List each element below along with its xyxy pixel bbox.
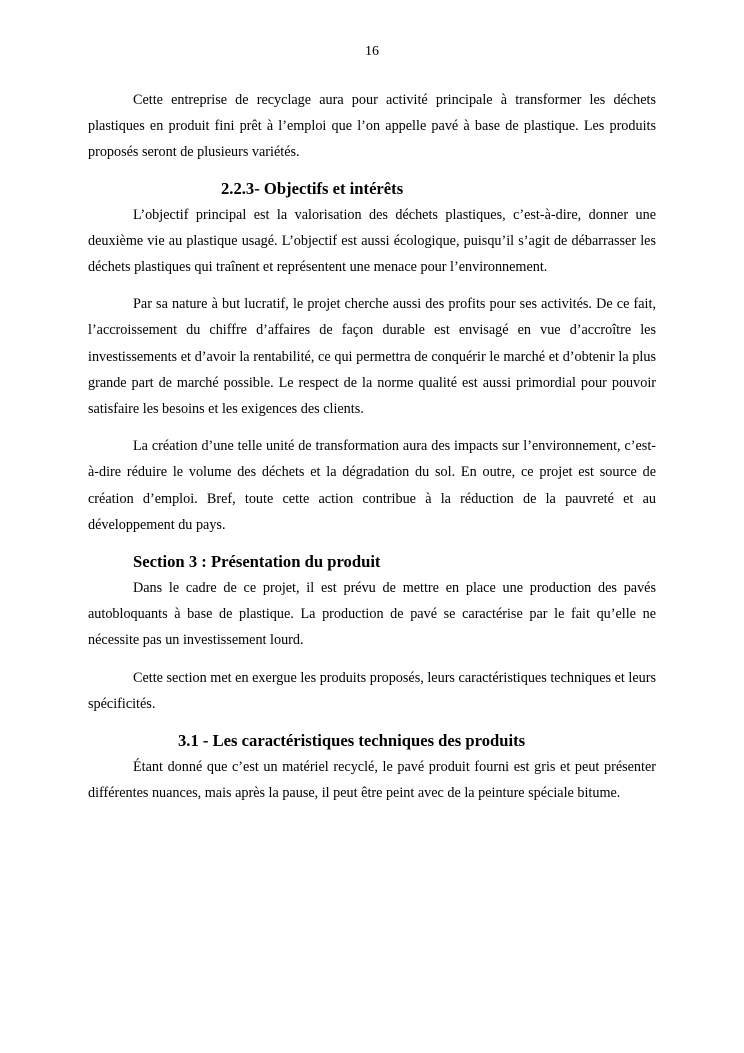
caracteristiques-paragraph-1: Étant donné que c’est un matériel recyclé, le pavé produit fourni est gris et peut présenter différentes nuances, mais après la pause, il peut être peint avec de la peinture spéciale bitume.	[88, 759, 656, 802]
objectifs-paragraph-2: Par sa nature à but lucratif, le projet cherche aussi des profits pour ses activités. De ce fait, l’accroissement du chiffre d’affaires de façon durable est envisagé en vue d’accroître les investissements et d’avoir la rentabilité, ce qui permettra de conquérir le marché et d’obtenir la plus grande part de marché possible. Le respect de la norme qualité est aussi primordial pour pouvoir satisfaire les besoins et les exigences des clients.	[88, 296, 656, 418]
section3-paragraph-2: Cette section met en exergue les produits proposés, leurs caractéristiques techniques et leurs spécificités.	[88, 669, 656, 712]
intro-paragraph: Cette entreprise de recyclage aura pour activité principale à transformer les déchets plastiques en produit fini prêt à l’emploi que l’on appelle pavé à base de plastique. Les produits proposés seront de plusieurs variétés.	[88, 92, 656, 161]
page-content	[88, 87, 656, 806]
heading-caracteristiques-techniques: 3.1 - Les caractéristiques techniques des produits	[178, 731, 526, 751]
heading-section-3: Section 3 : Présentation du produit	[133, 552, 381, 572]
page-number: 16	[365, 44, 379, 59]
objectifs-paragraph-3: La création d’une telle unité de transformation aura des impacts sur l’environnement, c’est-à-dire réduire le volume des déchets et la dégradation du sol. En outre, ce projet est source de création d’emploi. Bref, toute cette action contribue à la réduction de la pauvreté et au développement du pays.	[88, 438, 656, 533]
section3-paragraph-1: Dans le cadre de ce projet, il est prévu de mettre en place une production des pavés autobloquants à base de plastique. La production de pavé se caractérise par le fait qu’elle ne nécessite pas un investissement lourd.	[88, 580, 656, 649]
objectifs-paragraph-1: L’objectif principal est la valorisation des déchets plastiques, c’est-à-dire, donner une deuxième vie au plastique usagé. L’objectif est aussi écologique, puisqu’il s’agit de débarrasser les déchets plastiques qui traînent et représentent une menace pour l’environnement.	[88, 206, 656, 276]
heading-objectifs-interets: 2.2.3- Objectifs et intérêts	[221, 178, 404, 198]
